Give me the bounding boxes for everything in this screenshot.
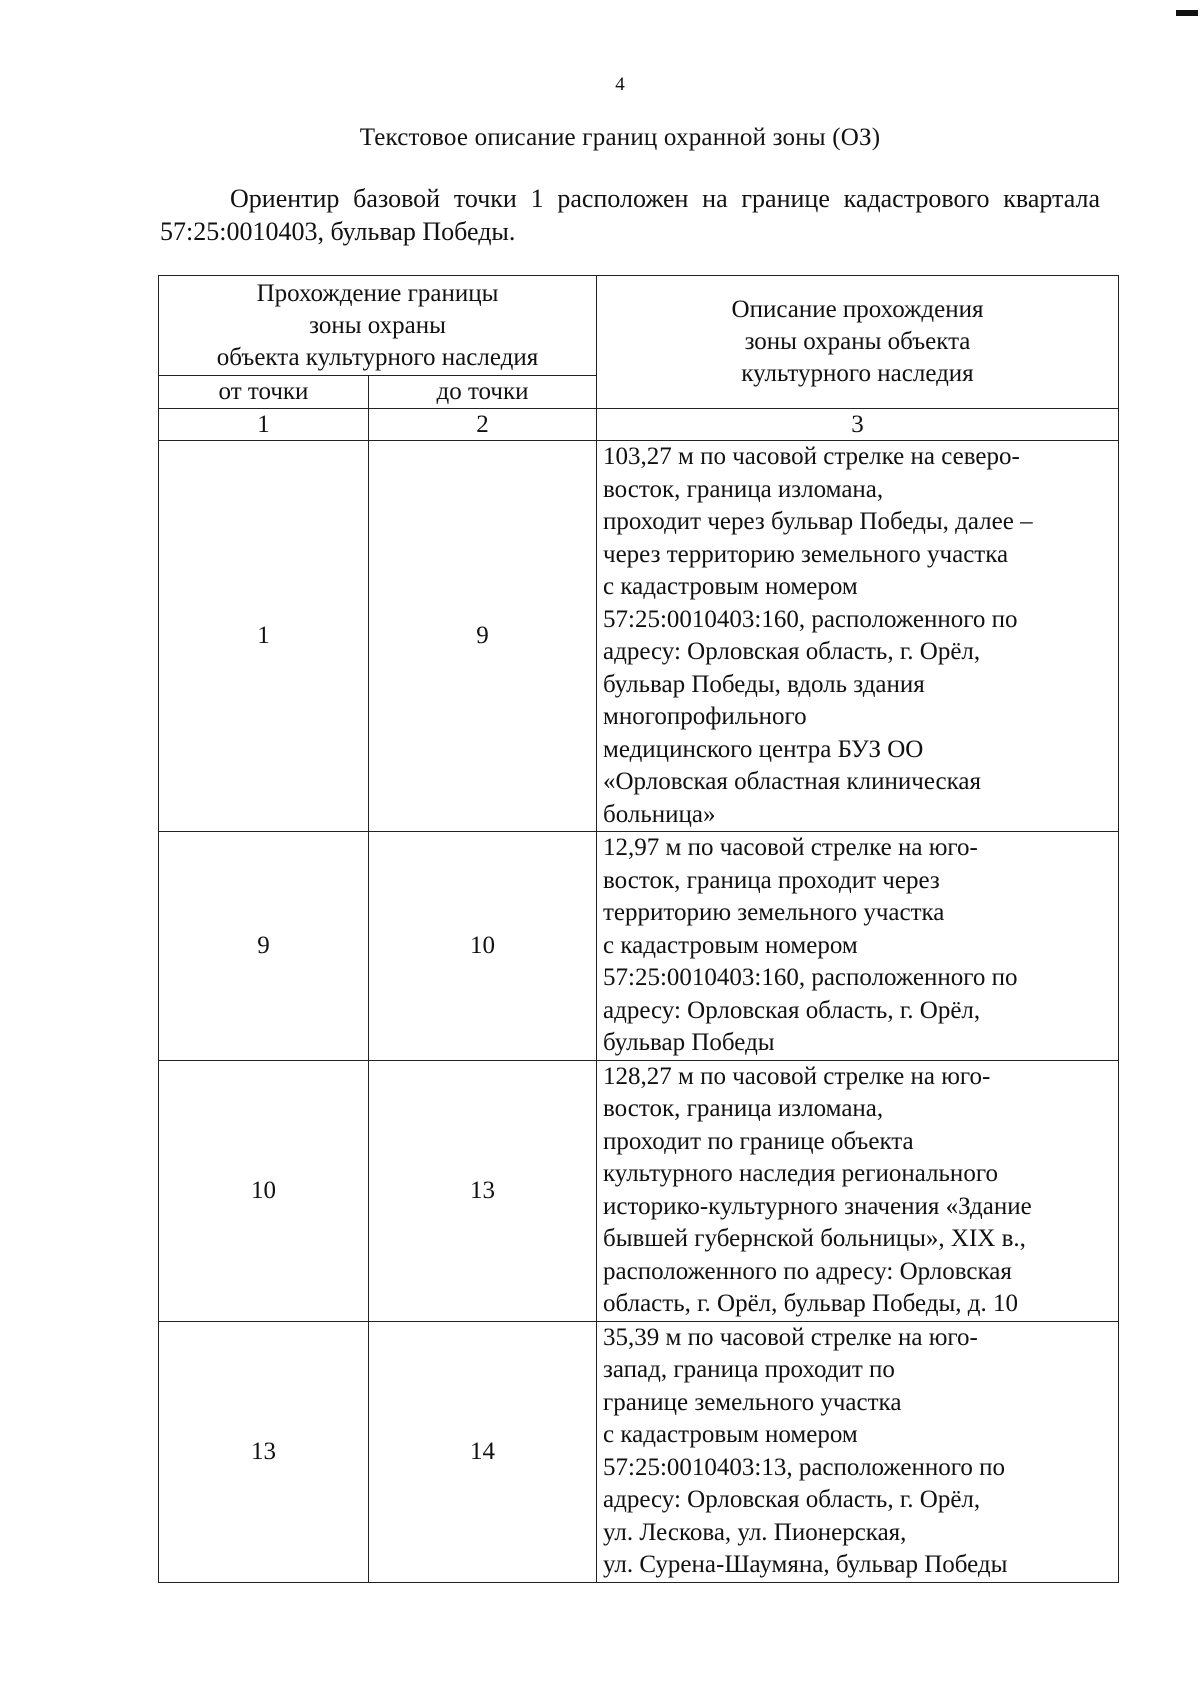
to-point: 13	[369, 1060, 597, 1321]
table-row	[159, 832, 1119, 1061]
column-number: 2	[369, 409, 597, 441]
from-point: 13	[159, 1321, 369, 1582]
from-point: 1	[159, 441, 369, 832]
boundary-description: 103,27 м по часовой стрелке на северо- восток, граница изломана, проходит через бульвар Победы, далее – через территорию земельного участка с кадастровым номером 57:25:0010403:160, расположенного по адресу: Орловская область, г. Орёл, бульвар Победы, вдоль здания многопрофильного медицинского центра БУЗ ОО «Орловская областная клиническая больница»	[597, 441, 1119, 832]
from-point: 10	[159, 1060, 369, 1321]
column-number: 3	[597, 409, 1119, 441]
header-from: от точки	[159, 376, 369, 409]
intro-paragraph	[160, 182, 1100, 248]
boundary-table	[158, 275, 1119, 1583]
header-description: Описание прохождения зоны охраны объекта культурного наследия	[597, 276, 1119, 409]
to-point: 9	[369, 441, 597, 832]
table-row	[159, 1321, 1119, 1582]
to-point: 14	[369, 1321, 597, 1582]
column-number: 1	[159, 409, 369, 441]
intro-text: Ориентир базовой точки 1 расположен на границе кадастрового квартала 57:25:0010403, бульвар Победы.	[160, 184, 1100, 246]
to-point: 10	[369, 832, 597, 1061]
scan-corner-mark	[1176, 10, 1198, 16]
page-number: 4	[615, 74, 625, 95]
page-title: Текстовое описание границ охранной зоны (ОЗ)	[359, 124, 881, 151]
boundary-description: 35,39 м по часовой стрелке на юго- запад, граница проходит по границе земельного участка с кадастровым номером 57:25:0010403:13, расположенного по адресу: Орловская область, г. Орёл, ул. Лескова, ул. Пионерская, ул. Сурена-Шаумяна, бульвар Победы	[597, 1321, 1119, 1582]
table-row	[159, 1060, 1119, 1321]
table-row	[159, 441, 1119, 832]
boundary-description: 12,97 м по часовой стрелке на юго- восток, граница проходит через территорию земельного участка с кадастровым номером 57:25:0010403:160, расположенного по адресу: Орловская область, г. Орёл, бульвар Победы	[597, 832, 1119, 1061]
header-passage: Прохождение границы зоны охраны объекта культурного наследия	[159, 276, 597, 376]
header-to: до точки	[369, 376, 597, 409]
from-point: 9	[159, 832, 369, 1061]
boundary-description: 128,27 м по часовой стрелке на юго- восток, граница изломана, проходит по границе объекта культурного наследия регионального историко-культурного значения «Здание бывшей губернской больницы», XIX в., расположенного по адресу: Орловская область, г. Орёл, бульвар Победы, д. 10	[597, 1060, 1119, 1321]
